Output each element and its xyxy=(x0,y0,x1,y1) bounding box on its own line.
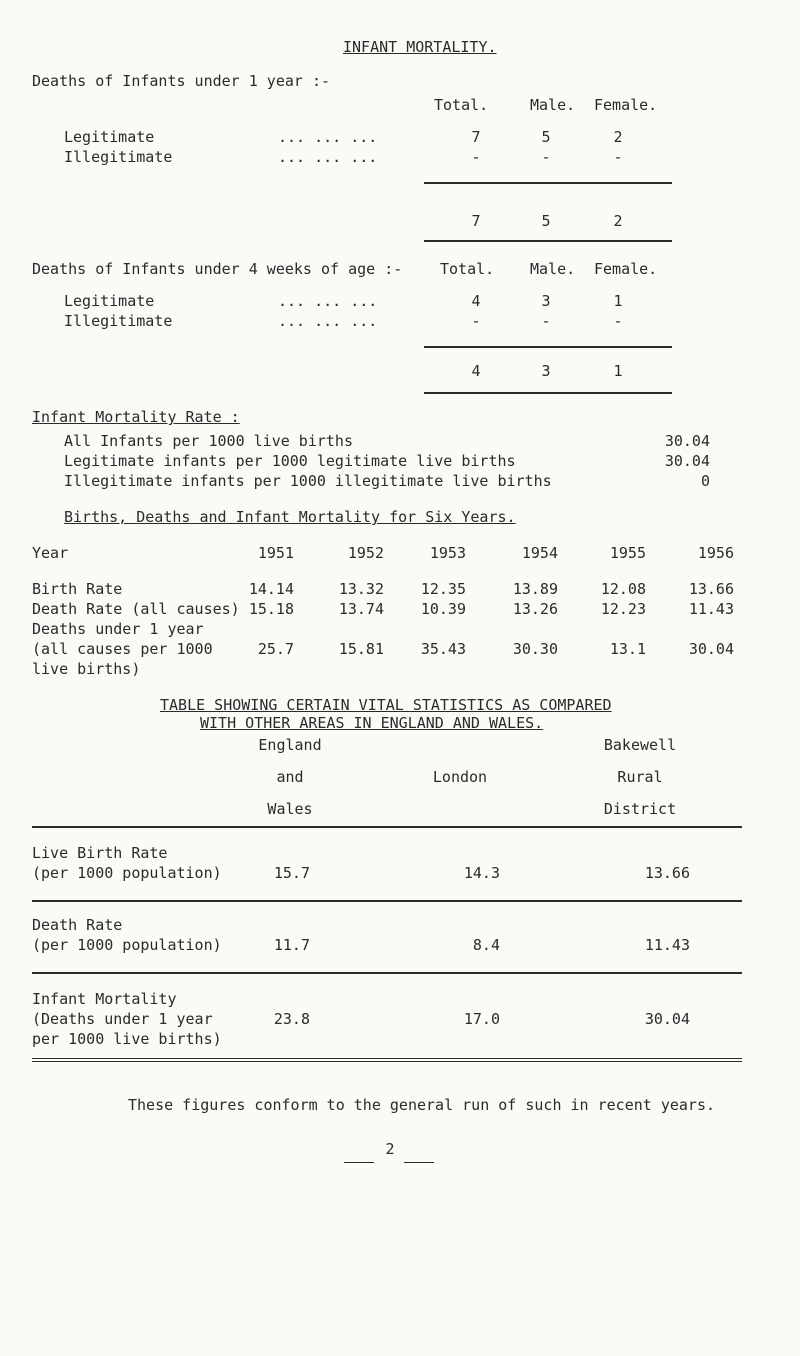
cell-value: 30.04 xyxy=(688,640,734,658)
imr-value: 0 xyxy=(700,472,710,490)
infants-year-heading: Deaths of Infants under 1 year :- xyxy=(32,72,331,90)
cell-value: 23.8 xyxy=(273,1010,310,1028)
cell-value: 15.7 xyxy=(273,864,310,882)
leader-dots: ... ... ... xyxy=(278,128,378,146)
cell-value: - xyxy=(541,148,551,166)
col-header-total: Total. xyxy=(434,96,489,114)
cell-value: 7 xyxy=(471,128,481,146)
col-header-female: Female. xyxy=(594,260,658,278)
col-header-total: Total. xyxy=(440,260,495,278)
cell-value: 14.14 xyxy=(248,580,294,598)
total-value: 7 xyxy=(471,212,481,230)
year-label: Year xyxy=(32,544,69,562)
cell-value: 13.32 xyxy=(338,580,384,598)
cell-value: 15.81 xyxy=(338,640,384,658)
row-label: Legitimate xyxy=(64,128,155,146)
table-bottom-rule xyxy=(32,1058,742,1062)
imr-value: 30.04 xyxy=(664,452,710,470)
comparison-row-label: Live Birth Rate xyxy=(32,844,168,862)
cell-value: 11.43 xyxy=(688,600,734,618)
column-header: and xyxy=(276,768,304,786)
total-rule xyxy=(424,240,672,242)
infants-4weeks-heading: Deaths of Infants under 4 weeks of age :- xyxy=(32,260,403,278)
row-label: Illegitimate xyxy=(64,312,173,330)
cell-value: 11.7 xyxy=(273,936,310,954)
total-value: 2 xyxy=(613,212,623,230)
six-years-row-label: Birth Rate xyxy=(32,580,123,598)
comparison-row-label: Infant Mortality xyxy=(32,990,177,1008)
cell-value: 17.0 xyxy=(463,1010,500,1028)
cell-value: 12.08 xyxy=(600,580,646,598)
year-header: 1956 xyxy=(697,544,734,562)
table-rule xyxy=(32,972,742,974)
cell-value: 1 xyxy=(613,292,623,310)
cell-value: 4 xyxy=(471,292,481,310)
cell-value: 12.23 xyxy=(600,600,646,618)
cell-value: - xyxy=(613,312,623,330)
total-value: 1 xyxy=(613,362,623,380)
column-header: England xyxy=(258,736,322,754)
cell-value: 3 xyxy=(541,292,551,310)
cell-value: 13.1 xyxy=(609,640,646,658)
footer-note: These figures conform to the general run of such in recent years. xyxy=(128,1096,715,1114)
cell-value: 25.7 xyxy=(257,640,294,658)
six-years-heading: Births, Deaths and Infant Mortality for Six Years. xyxy=(64,508,516,526)
cell-value: 30.30 xyxy=(512,640,558,658)
imr-value: 30.04 xyxy=(664,432,710,450)
year-header: 1955 xyxy=(609,544,646,562)
year-header: 1954 xyxy=(521,544,558,562)
comparison-row-label: per 1000 live births) xyxy=(32,1030,222,1048)
cell-value: 35.43 xyxy=(420,640,466,658)
cell-value: 15.18 xyxy=(248,600,294,618)
cell-value: 14.3 xyxy=(463,864,500,882)
comparison-heading: WITH OTHER AREAS IN ENGLAND AND WALES. xyxy=(200,714,544,732)
col-header-female: Female. xyxy=(594,96,658,114)
cell-value: 13.66 xyxy=(644,864,690,882)
year-header: 1951 xyxy=(257,544,294,562)
cell-value: 12.35 xyxy=(420,580,466,598)
comparison-row-label: Death Rate xyxy=(32,916,123,934)
imr-heading: Infant Mortality Rate : xyxy=(32,408,240,426)
total-rule xyxy=(424,182,672,184)
cell-value: 10.39 xyxy=(420,600,466,618)
total-value: 4 xyxy=(471,362,481,380)
table-rule xyxy=(32,826,742,828)
comparison-row-label: (per 1000 population) xyxy=(32,936,222,954)
comparison-row-label: (Deaths under 1 year xyxy=(32,1010,213,1028)
total-rule xyxy=(424,392,672,394)
column-header: Wales xyxy=(267,800,313,818)
six-years-row-label: live births) xyxy=(32,660,141,678)
cell-value: 30.04 xyxy=(644,1010,690,1028)
page-title: INFANT MORTALITY. xyxy=(343,38,497,56)
total-value: 5 xyxy=(541,212,551,230)
cell-value: 13.66 xyxy=(688,580,734,598)
six-years-row-label: (all causes per 1000 xyxy=(32,640,213,658)
six-years-row-label: Death Rate (all causes) xyxy=(32,600,240,618)
page-number-dash xyxy=(404,1162,434,1163)
column-header: Bakewell xyxy=(603,736,677,754)
column-header: District xyxy=(603,800,677,818)
cell-value: 5 xyxy=(541,128,551,146)
year-header: 1952 xyxy=(347,544,384,562)
imr-label: Illegitimate infants per 1000 illegitimate live births xyxy=(64,472,552,490)
cell-value: 8.4 xyxy=(472,936,500,954)
cell-value: - xyxy=(541,312,551,330)
imr-label: Legitimate infants per 1000 legitimate live births xyxy=(64,452,516,470)
column-header: Rural xyxy=(617,768,663,786)
comparison-heading: TABLE SHOWING CERTAIN VITAL STATISTICS AS COMPARED xyxy=(160,696,612,714)
cell-value: 11.43 xyxy=(644,936,690,954)
cell-value: 2 xyxy=(613,128,623,146)
row-label: Legitimate xyxy=(64,292,155,310)
leader-dots: ... ... ... xyxy=(278,148,378,166)
col-header-male: Male. xyxy=(530,96,576,114)
six-years-row-label: Deaths under 1 year xyxy=(32,620,204,638)
cell-value: 13.74 xyxy=(338,600,384,618)
page-number-dash xyxy=(344,1162,374,1163)
column-header: London xyxy=(432,768,488,786)
page-number: 2 xyxy=(385,1140,395,1158)
total-rule xyxy=(424,346,672,348)
leader-dots: ... ... ... xyxy=(278,312,378,330)
cell-value: 13.89 xyxy=(512,580,558,598)
cell-value: - xyxy=(471,148,481,166)
cell-value: - xyxy=(613,148,623,166)
cell-value: 13.26 xyxy=(512,600,558,618)
leader-dots: ... ... ... xyxy=(278,292,378,310)
row-label: Illegitimate xyxy=(64,148,173,166)
comparison-row-label: (per 1000 population) xyxy=(32,864,222,882)
imr-label: All Infants per 1000 live births xyxy=(64,432,353,450)
cell-value: - xyxy=(471,312,481,330)
total-value: 3 xyxy=(541,362,551,380)
table-rule xyxy=(32,900,742,902)
col-header-male: Male. xyxy=(530,260,576,278)
year-header: 1953 xyxy=(429,544,466,562)
